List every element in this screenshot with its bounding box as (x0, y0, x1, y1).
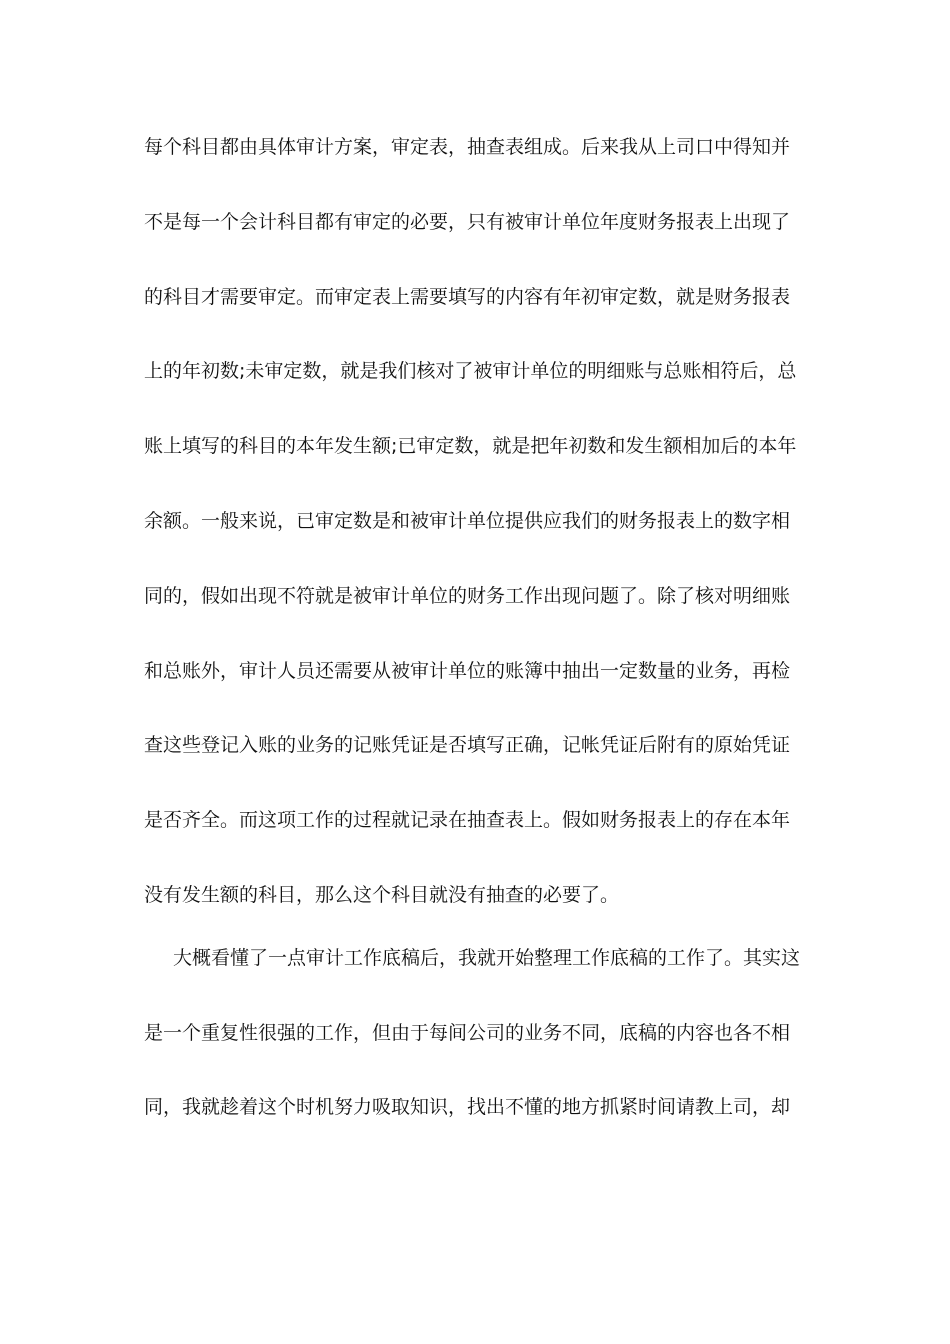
text-line: 没有发生额的科目，那么这个科目就没有抽查的必要了。 (144, 883, 620, 906)
paragraph-2 (144, 939, 809, 1163)
text-line: 余额。一般来说，已审定数是和被审计单位提供应我们的财务报表上的数字相 (144, 509, 791, 532)
text-line: 的科目才需要审定。而审定表上需要填写的内容有年初审定数，就是财务报表 (144, 285, 791, 308)
text-line: 查这些登记入账的业务的记账凭证是否填写正确，记帐凭证后附有的原始凭证 (144, 734, 791, 757)
text-line: 是一个重复性很强的工作，但由于每间公司的业务不同，底稿的内容也各不相 (144, 1021, 791, 1044)
text-line: 账上填写的科目的本年发生额;已审定数，就是把年初数和发生额相加后的本年 (144, 435, 797, 458)
text-line: 每个科目都由具体审计方案，审定表，抽查表组成。后来我从上司口中得知并 (144, 136, 791, 158)
text-line: 同的，假如出现不符就是被审计单位的财务工作出现问题了。除了核对明细账 (144, 584, 791, 607)
text-line: 不是每一个会计科目都有审定的必要，只有被审计单位年度财务报表上出现了 (144, 210, 791, 233)
body-text (144, 128, 809, 1163)
text-line: 大概看懂了一点审计工作底稿后，我就开始整理工作底稿的工作了。其实这 (173, 946, 801, 969)
paragraph-1 (144, 128, 809, 951)
text-line: 上的年初数;未审定数，就是我们核对了被审计单位的明细账与总账相符后，总 (144, 360, 797, 383)
text-line: 和总账外，审计人员还需要从被审计单位的账簿中抽出一定数量的业务，再检 (144, 659, 791, 682)
text-line: 同，我就趁着这个时机努力吸取知识，找出不懂的地方抓紧时间请教上司，却 (144, 1096, 791, 1119)
text-line: 是否齐全。而这项工作的过程就记录在抽查表上。假如财务报表上的存在本年 (144, 809, 791, 832)
